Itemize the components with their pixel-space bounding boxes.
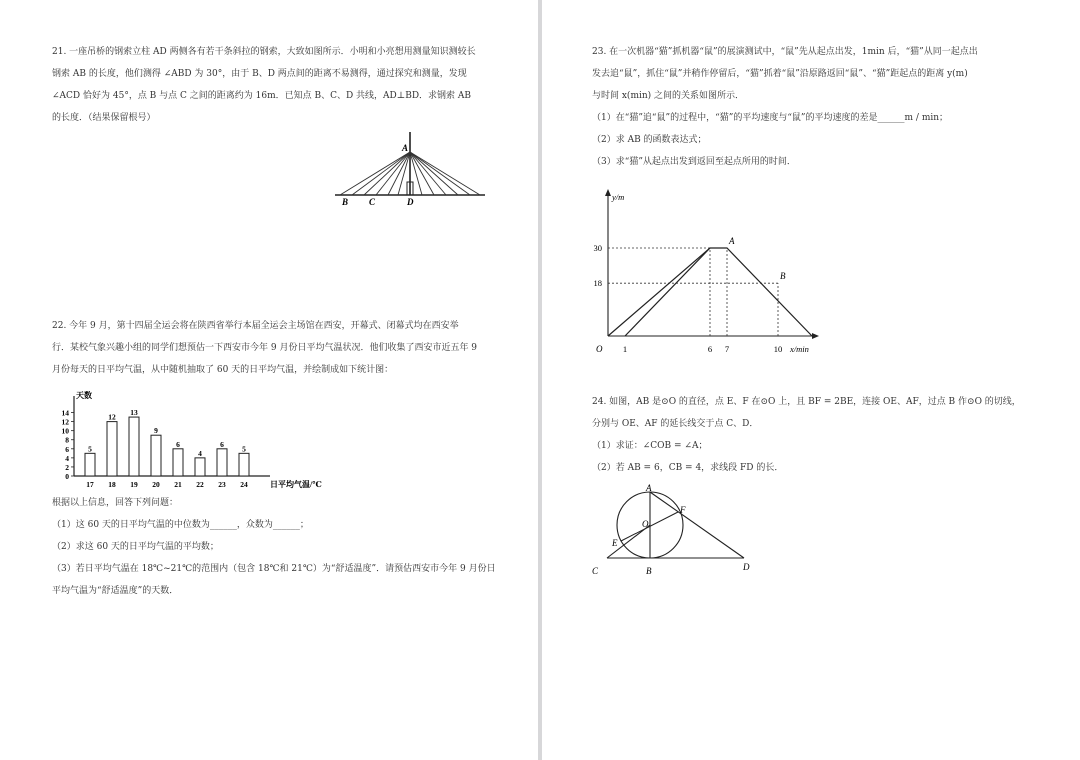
bar bbox=[173, 449, 183, 476]
y-tick-label: 30 bbox=[593, 243, 602, 253]
bar-value-label: 6 bbox=[176, 439, 180, 449]
question-21 bbox=[52, 41, 512, 129]
y-tick-label: 10 bbox=[61, 426, 69, 436]
x-tick-label: 6 bbox=[707, 344, 713, 354]
bar bbox=[239, 453, 249, 476]
question-24 bbox=[592, 391, 1062, 479]
x-tick-label: 20 bbox=[152, 480, 160, 489]
bar bbox=[129, 417, 139, 476]
q23-line-6: （3）求“猫”从起点出发到返回至起点所用的时间． bbox=[592, 157, 796, 167]
q21-line-3: ∠ACD 恰好为 45°，点 B 与点 C 之间的距离约为 16m．已知点 B、C、D 共线，AD⊥BD．求钢索 AB bbox=[52, 91, 472, 101]
question-22 bbox=[52, 315, 512, 381]
x-tick-label: 1 bbox=[622, 344, 628, 354]
label-f: F bbox=[680, 505, 686, 515]
bar bbox=[85, 453, 95, 476]
q22-after-2: （1）这 60 天的日平均气温的中位数为______，众数为______； bbox=[52, 520, 309, 530]
label-b: B bbox=[646, 566, 652, 576]
q22-after-3: （2）求这 60 天的日平均气温的平均数； bbox=[52, 542, 219, 552]
q23-line-5: （2）求 AB 的函数表达式； bbox=[592, 135, 707, 145]
bridge-figure bbox=[330, 130, 490, 210]
q23-line-3: 与时间 x(min) 之间的关系如图所示． bbox=[592, 91, 745, 101]
question-23 bbox=[592, 41, 1062, 173]
y-tick-label: 12 bbox=[61, 417, 69, 427]
question-22-tasks bbox=[52, 492, 512, 602]
q22-after-4: （3）若日平均气温在 18℃~21℃的范围内（包含 18℃和 21℃）为“舒适温度”．请预估西安市今年 9 月份日 bbox=[52, 564, 496, 574]
bar bbox=[195, 458, 205, 476]
q21-line-4: 的长度．（结果保留根号） bbox=[52, 113, 156, 123]
x-tick-label: 22 bbox=[196, 480, 204, 489]
origin-label: O bbox=[596, 344, 603, 354]
bar-value-label: 4 bbox=[198, 448, 202, 458]
bar bbox=[107, 422, 117, 476]
y-axis-arrow bbox=[605, 189, 611, 196]
x-tick-label: 24 bbox=[240, 480, 248, 489]
q22-after-1: 根据以上信息，回答下列问题： bbox=[52, 498, 179, 508]
label-d: D bbox=[743, 562, 750, 572]
label-c: C bbox=[592, 566, 599, 576]
q22-after-5: 平均气温为“舒适温度”的天数． bbox=[52, 586, 179, 596]
q24-line-1: 24. 如图，AB 是⊙O 的直径，点 E、F 在⊙O 上，且 BF = 2BE，连接 OE、AF，过点 B 作⊙O 的切线， bbox=[592, 397, 1021, 407]
document-page-left bbox=[0, 0, 538, 760]
q23-line-1: 23. 在一次机器“猫”抓机器“鼠”的展演测试中，“鼠”先从起点出发，1min 后，“猫”从同一起点出 bbox=[592, 47, 978, 57]
bar-value-label: 12 bbox=[108, 412, 116, 422]
bar bbox=[151, 435, 161, 476]
bar-value-label: 13 bbox=[130, 408, 138, 418]
bar-value-label: 9 bbox=[154, 426, 158, 436]
temperature-bar-chart bbox=[52, 386, 352, 494]
y-tick-label: 8 bbox=[65, 435, 69, 445]
q24-line-4: （2）若 AB = 6，CB = 4，求线段 FD 的长． bbox=[592, 463, 784, 473]
x-tick-label: 23 bbox=[218, 480, 226, 489]
x-tick-label: 7 bbox=[724, 344, 730, 354]
x-tick-label: 19 bbox=[130, 480, 138, 489]
x-tick-label: 21 bbox=[174, 480, 182, 489]
y-axis-label: 天数 bbox=[76, 391, 92, 400]
x-axis-label: 日平均气温/℃ bbox=[270, 480, 322, 489]
y-tick-label: 18 bbox=[593, 278, 602, 289]
label-a: A bbox=[646, 484, 652, 493]
q23-line-2: 发去追“鼠”，抓住“鼠”并稍作停留后，“猫”抓着“鼠”沿原路返回“鼠”、“猫”距起点的距离 y(m) bbox=[592, 69, 968, 79]
bar-value-label: 5 bbox=[88, 444, 92, 454]
y-axis-label: y/m bbox=[612, 192, 625, 202]
y-tick-label: 2 bbox=[65, 462, 69, 472]
label-d: D bbox=[407, 197, 414, 207]
cat-mouse-distance-graph bbox=[584, 186, 824, 358]
bar-value-label: 6 bbox=[220, 439, 224, 449]
series-line bbox=[625, 248, 812, 336]
point-label: B bbox=[780, 271, 786, 282]
q21-line-1: 21. 一座吊桥的钢索立柱 AD 两侧各有若干条斜拉的钢索，大致如图所示．小明和小亮想用测量知识测较长 bbox=[52, 47, 476, 57]
label-a: A bbox=[402, 143, 409, 153]
x-axis-label: x/min bbox=[790, 344, 809, 354]
label-c: C bbox=[369, 197, 376, 207]
series-line bbox=[608, 248, 710, 336]
circle-tangent-figure bbox=[592, 484, 762, 580]
label-b: B bbox=[342, 197, 349, 207]
q22-line-1: 22. 今年 9 月，第十四届全运会将在陕西省举行本届全运会主场馆在西安，开幕式、闭幕式均在西安举 bbox=[52, 321, 459, 331]
q22-line-3: 月份每天的日平均气温，从中随机抽取了 60 天的日平均气温，并绘制成如下统计图： bbox=[52, 365, 394, 375]
y-tick-label: 0 bbox=[65, 472, 69, 481]
bar-value-label: 5 bbox=[242, 444, 246, 454]
y-tick-label: 14 bbox=[61, 408, 69, 418]
x-tick-label: 18 bbox=[108, 480, 116, 489]
q22-line-2: 行．某校气象兴趣小组的同学们想预估一下西安市今年 9 月份日平均气温状况．他们收集了西安市近五年 9 bbox=[52, 343, 478, 353]
y-tick-label: 6 bbox=[65, 444, 69, 454]
label-o: O bbox=[642, 519, 649, 529]
y-tick-label: 4 bbox=[65, 453, 69, 463]
q23-line-4: （1）在“猫”追“鼠”的过程中，“猫”的平均速度与“鼠”的平均速度的差是______m / min； bbox=[592, 113, 949, 123]
x-axis-arrow bbox=[812, 333, 819, 339]
document-page-right bbox=[542, 0, 1080, 760]
point-label: A bbox=[729, 236, 735, 246]
q24-line-3: （1）求证：∠COB = ∠A； bbox=[592, 441, 708, 451]
bar bbox=[217, 449, 227, 476]
q21-line-2: 钢索 AB 的长度，他们测得 ∠ABD 为 30°，由于 B、D 两点间的距离不易测得，通过探究和测量，发现 bbox=[52, 69, 467, 79]
x-tick-label: 17 bbox=[86, 480, 94, 489]
label-e: E bbox=[612, 538, 618, 548]
x-tick-label: 10 bbox=[773, 344, 783, 354]
q24-line-2: 分别与 OE、AF 的延长线交于点 C、D． bbox=[592, 419, 759, 429]
